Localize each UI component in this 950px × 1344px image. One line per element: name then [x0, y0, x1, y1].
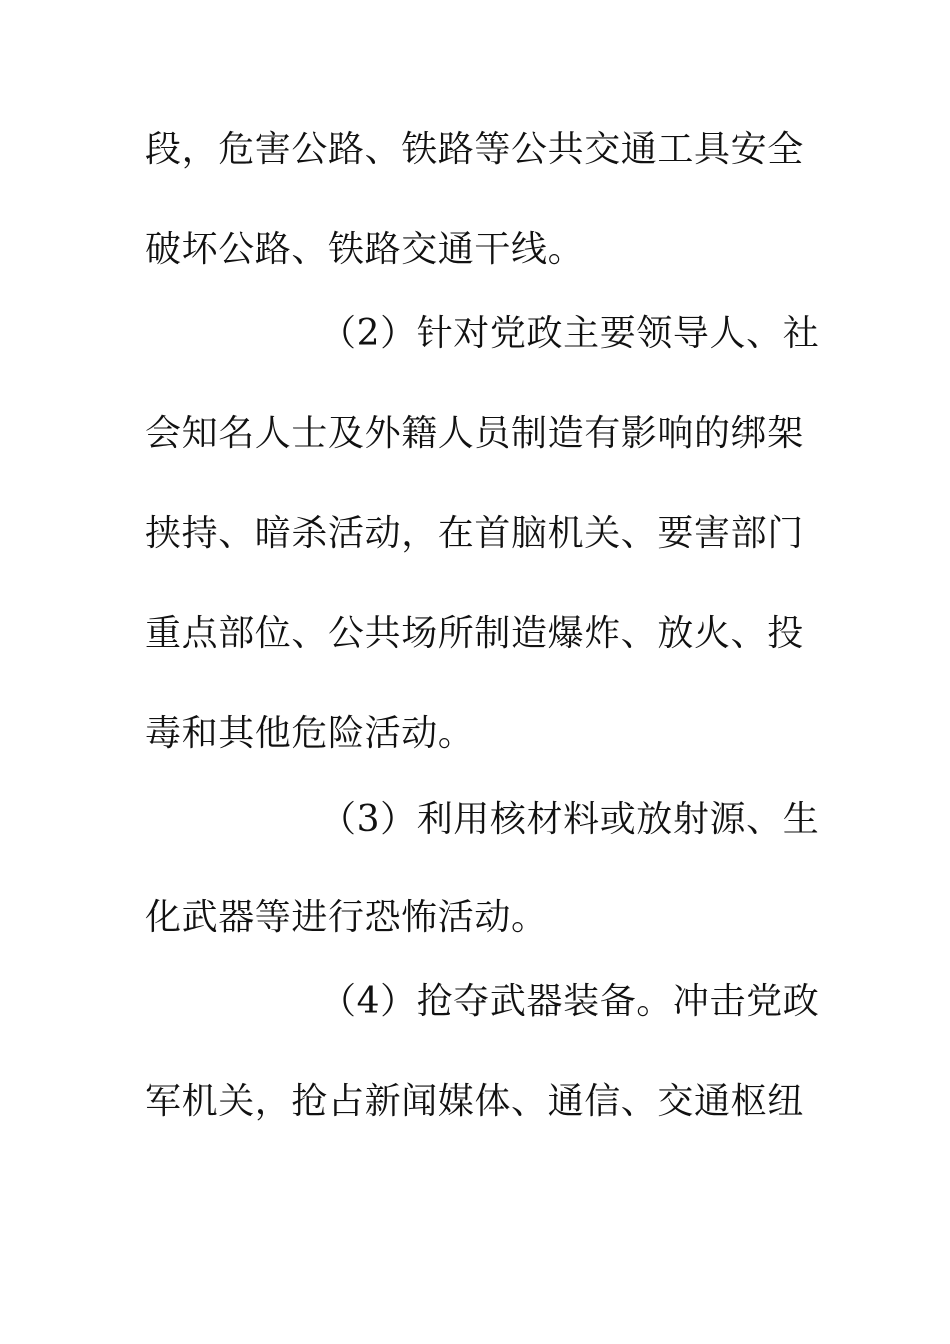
paragraph-start-line: （2）针对党政主要领导人、社 [320, 313, 820, 354]
paragraph-start-line: （3）利用核材料或放射源、生 [320, 799, 820, 840]
text-line: 重点部位、公共场所制造爆炸、放火、投 [145, 613, 804, 654]
text-line: 军机关，抢占新闻媒体、通信、交通枢纽 [145, 1081, 804, 1122]
text-line: 化武器等进行恐怖活动。 [145, 897, 548, 938]
text-line: 毒和其他危险活动。 [145, 713, 475, 754]
text-line: 会知名人士及外籍人员制造有影响的绑架 [145, 413, 804, 454]
text-line: 破坏公路、铁路交通干线。 [145, 229, 585, 270]
text-line: 段，危害公路、铁路等公共交通工具安全 [145, 129, 804, 170]
paragraph-start-line: （4）抢夺武器装备。冲击党政 [320, 981, 820, 1022]
text-line: 挟持、暗杀活动，在首脑机关、要害部门 [145, 513, 804, 554]
